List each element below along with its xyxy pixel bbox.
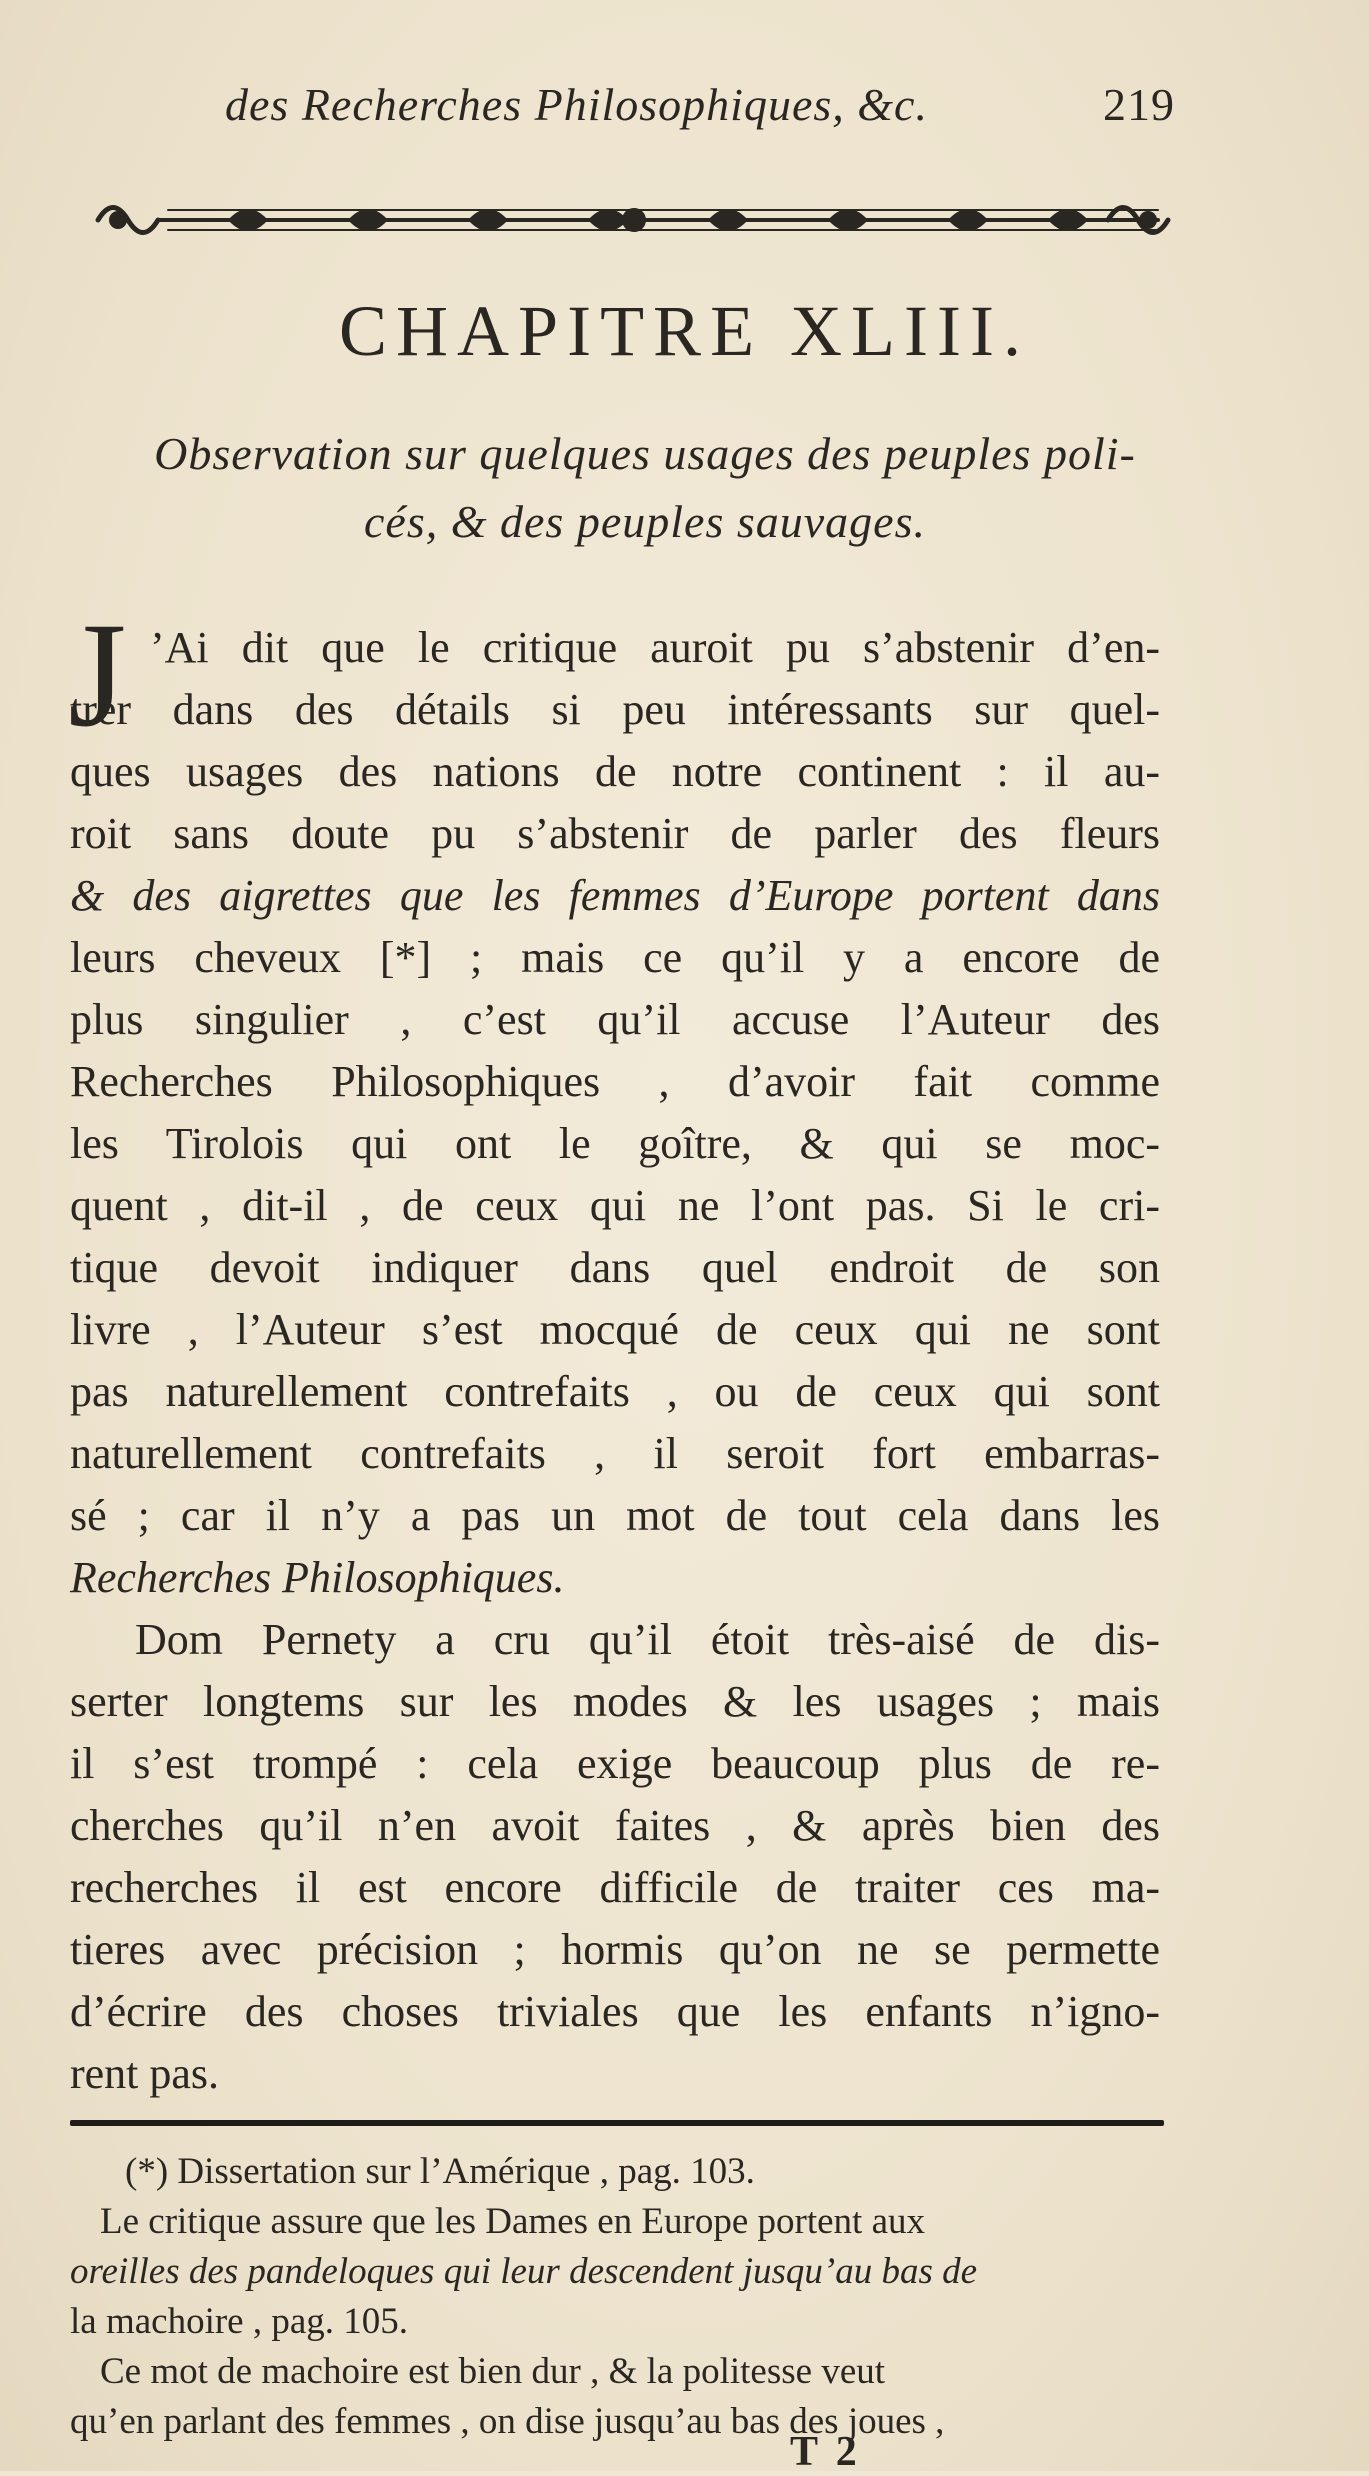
running-head-title: des Recherches Philosophiques, &c. xyxy=(225,79,928,130)
body-line: quent , dit-il , de ceux qui ne l’ont pas. Si le cri- xyxy=(70,1181,1160,1230)
body-line: tieres avec précision ; hormis qu’on ne se permette xyxy=(70,1925,1160,1974)
body-line: rent pas. xyxy=(70,2049,220,2098)
footnote-line: qu’en parlant des femmes , on dise jusqu’au bas des joues , xyxy=(70,2401,945,2442)
body-line: pas naturellement contrefaits , ou de ceux qui sont xyxy=(70,1367,1160,1416)
chapter-subtitle-line-1: Observation sur quelques usages des peuples poli- xyxy=(154,428,1136,479)
body-line: Dom Pernety a cru qu’il étoit très-aisé de dis- xyxy=(135,1615,1160,1664)
body-line: livre , l’Auteur s’est mocqué de ceux qui ne sont xyxy=(70,1305,1160,1354)
headpiece-ornament xyxy=(88,180,1180,260)
body-line: naturellement contrefaits , il seroit fort embarras- xyxy=(70,1429,1160,1478)
chapter-subtitle-line-2: cés, & des peuples sauvages. xyxy=(364,496,926,547)
chapter-subtitle xyxy=(130,420,1160,556)
footnote-line: oreilles des pandeloques qui leur descendent jusqu’au bas de xyxy=(70,2251,978,2292)
body-line: sé ; car il n’y a pas un mot de tout cela dans les xyxy=(70,1491,1160,1540)
footnote-line: Le critique assure que les Dames en Europe portent aux xyxy=(100,2201,926,2242)
body-line: d’écrire des choses triviales que les enfants n’igno- xyxy=(70,1987,1160,2036)
body-line: roit sans doute pu s’abstenir de parler des fleurs xyxy=(70,809,1160,858)
body-line: Recherches Philosophiques. xyxy=(70,1553,565,1602)
signature-mark: T 2 xyxy=(790,2429,861,2475)
footnote-line: (*) Dissertation sur l’Amérique , pag. 103. xyxy=(125,2151,755,2192)
body-line: tique devoit indiquer dans quel endroit de son xyxy=(70,1243,1160,1292)
drop-cap: J xyxy=(68,592,127,758)
chapter-heading: CHAPITRE XLIII. xyxy=(339,291,1030,371)
footnote-line: Ce mot de machoire est bien dur , & la politesse veut xyxy=(100,2351,886,2392)
body-line: ques usages des nations de notre continent : il au- xyxy=(70,747,1160,796)
body-line: recherches il est encore difficile de traiter ces ma- xyxy=(70,1863,1160,1912)
body-line: les Tirolois qui ont le goître, & qui se moc- xyxy=(70,1119,1160,1168)
body-line: leurs cheveux [*] ; mais ce qu’il y a encore de xyxy=(70,933,1160,982)
page-number: 219 xyxy=(1103,79,1175,130)
footnote-rule xyxy=(70,2120,1164,2126)
body-line: trer dans des détails si peu intéressants sur quel- xyxy=(70,685,1160,734)
body-line: Recherches Philosophiques , d’avoir fait comme xyxy=(70,1057,1160,1106)
body-line: cherches qu’il n’en avoit faites , & après bien des xyxy=(70,1801,1160,1850)
running-head xyxy=(225,78,1175,148)
body-line: ’Ai dit que le critique auroit pu s’abstenir d’en- xyxy=(150,623,1160,672)
body-line: & des aigrettes que les femmes d’Europe portent dans xyxy=(70,871,1160,920)
body-line: il s’est trompé : cela exige beaucoup plus de re- xyxy=(70,1739,1160,1788)
body-line: serter longtems sur les modes & les usages ; mais xyxy=(70,1677,1160,1726)
footnote-line: la machoire , pag. 105. xyxy=(70,2301,409,2342)
body-line: plus singulier , c’est qu’il accuse l’Auteur des xyxy=(70,995,1160,1044)
